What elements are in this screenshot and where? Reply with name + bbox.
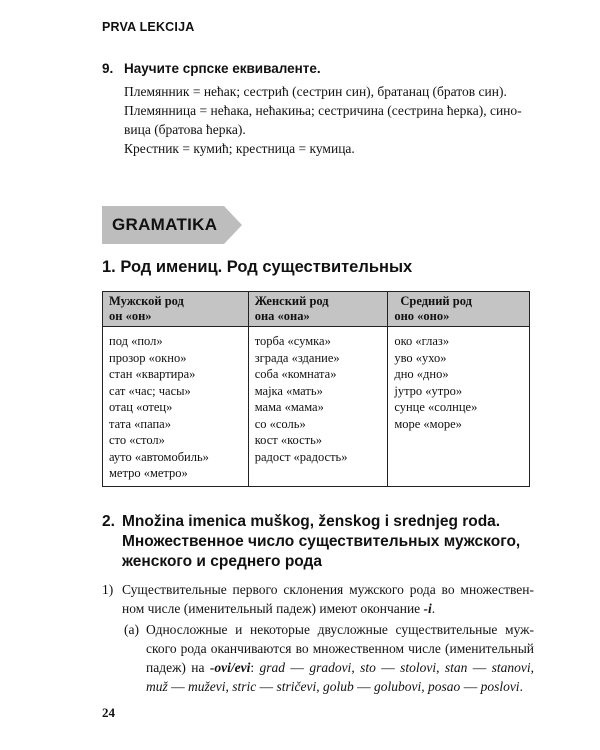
list-item: под «пол» (109, 334, 163, 348)
punctuation: . (431, 601, 436, 616)
section-1-title: 1. Род имениц. Род существительных (102, 258, 413, 276)
list-item: море «море» (394, 416, 462, 431)
list-item: стан «квартира» (109, 367, 196, 381)
section-2-title (102, 512, 542, 572)
header-line: он «он» (109, 309, 152, 323)
example-plural: poslovi (480, 679, 520, 694)
rule-paragraph-1 (102, 580, 534, 618)
rule-paragraph-1a (124, 620, 534, 696)
running-header: PRVA LEKCIJA (102, 20, 195, 34)
example-pair: grad — gradovi, (259, 660, 355, 675)
exercise-title (102, 61, 321, 76)
example-plural: stanovi (491, 660, 531, 675)
example-plural: gradovi (309, 660, 352, 675)
example-pair: posao — poslovi. (428, 679, 523, 694)
list-item: тата «папа» (109, 416, 171, 431)
exercise-line: вица (братова ћерка). (124, 122, 246, 137)
rule-number: 1) (102, 582, 114, 597)
list-item: отац «отец» (109, 400, 173, 414)
example-singular: muž (146, 679, 168, 694)
rule-ending: -i (423, 601, 432, 616)
rule-text: Существительные первого склонения мужского рода во множествен-ном числе (именительный падеж) имеют окончание (122, 582, 534, 616)
list-item: торба «сумка» (254, 334, 331, 348)
section-2-title-line: женского и среднего рода (122, 553, 323, 570)
exercise-line: Крестник = кумић; крестница = кумица. (124, 141, 355, 156)
header-line: Мужской род (109, 294, 184, 308)
exercise-lines (124, 82, 534, 158)
list-item: мама «мама» (254, 400, 324, 414)
list-item: уво «ухо» (394, 350, 447, 365)
example-singular: grad (259, 660, 286, 675)
example-pair: sto — stolovi, (360, 660, 440, 675)
table-header-masculine (103, 292, 249, 327)
list-item: соба «комната» (254, 367, 337, 381)
example-plural: stričevi (276, 679, 317, 694)
example-plural: stolovi (400, 660, 437, 675)
gramatika-banner (102, 206, 242, 244)
header-line: оно «оно» (394, 309, 450, 323)
example-singular: stric (232, 679, 257, 694)
header-line: Женский род (254, 294, 329, 308)
table-header-feminine (248, 292, 388, 327)
table-header-row (103, 292, 530, 327)
punctuation: : (250, 660, 255, 675)
table-cell-feminine (248, 327, 388, 487)
example-pair: golub — golubovi, (323, 679, 425, 694)
gender-table (102, 291, 530, 487)
list-item: дно «дно» (394, 367, 449, 381)
section-2-number: 2. (102, 513, 115, 530)
list-item: метро «метро» (109, 466, 188, 480)
example-pair: stric — stričevi, (232, 679, 320, 694)
exercise-number: 9. (102, 61, 114, 76)
example-plural: muževi (188, 679, 226, 694)
list-item: прозор «окно» (109, 350, 187, 365)
list-item: кост «кость» (254, 433, 323, 447)
section-2-title-line: Množina imenica muškog, ženskog i srednjeg roda. (122, 513, 501, 530)
rule-ending: -ovi/evi (209, 660, 251, 675)
rule-subpoint-label: (a) (124, 622, 139, 637)
table-header-neuter (388, 292, 530, 327)
list-item: сто «стол» (109, 433, 165, 447)
exercise-title-text: Научите српске еквиваленте. (124, 61, 321, 76)
list-item: радост «радость» (254, 449, 348, 464)
example-singular: sto (360, 660, 376, 675)
example-singular: stan (444, 660, 468, 675)
header-line: она «она» (254, 309, 310, 323)
list-item: со «соль» (254, 416, 306, 431)
list-item: зграда «здание» (254, 350, 340, 365)
section-2-title-line: Множественное число существительных мужского, (122, 533, 521, 550)
example-pair: muž — muževi, (146, 679, 229, 694)
example-singular: golub (323, 679, 354, 694)
exercise-line: Племянница = нећака, нећакиња; сестричина (сестрина ћерка), сино- (124, 103, 522, 118)
table-row (103, 327, 530, 487)
example-singular: posao (428, 679, 461, 694)
example-pair: stan — stanovi, (444, 660, 535, 675)
header-line: Средний род (400, 294, 472, 308)
list-item: сунце «солнце» (394, 400, 478, 414)
list-item: јутро «утро» (394, 383, 463, 398)
rule-text: Односложные и некоторые двусложные существительные муж-ского рода оканчиваются во множественном числе (именительный падеж) на (146, 622, 534, 675)
list-item: око «глаз» (394, 334, 450, 348)
table-cell-neuter (388, 327, 530, 487)
list-item: ауто «автомобиль» (109, 449, 209, 464)
list-item: сат «час; часы» (109, 383, 191, 398)
list-item: мајка «мать» (254, 383, 323, 398)
example-plural: golubovi (374, 679, 422, 694)
table-cell-masculine (103, 327, 249, 487)
exercise-line: Племянник = нећак; сестрић (сестрин син), братанац (братов син). (124, 84, 507, 99)
page-number: 24 (102, 705, 115, 720)
banner-label: GRAMATIKA (112, 215, 218, 234)
